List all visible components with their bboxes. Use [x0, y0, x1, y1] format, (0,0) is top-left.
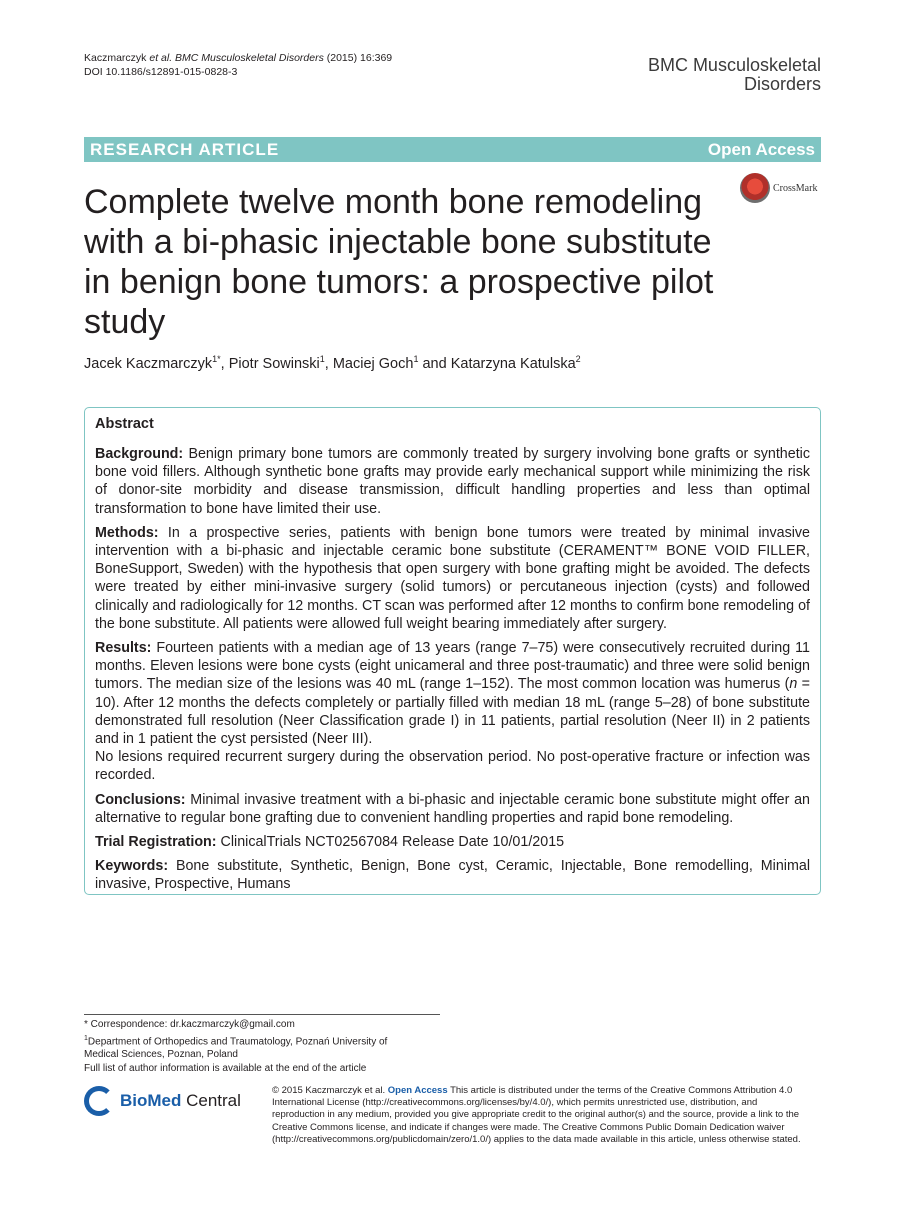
open-access-label: Open Access [707, 139, 815, 159]
author-affiliation-mark: 1 [319, 354, 325, 364]
publisher-name [120, 1091, 241, 1111]
author-affiliation-mark: 2 [575, 354, 581, 364]
keywords-text: Bone substitute, Synthetic, Benign, Bone cyst, Ceramic, Injectable, Bone remodelling, Minimal invasive, Prospective, Humans [95, 858, 810, 893]
trial-text: ClinicalTrials NCT02567084 Release Date 10/01/2015 [216, 834, 565, 851]
affiliation-line [84, 1032, 387, 1049]
journal-name-line1: BMC Musculoskeletal [647, 55, 821, 75]
author-separator: , [220, 355, 229, 372]
crossmark-badge[interactable] [740, 173, 817, 203]
affiliation-text: Department of Orthopedics and Traumatology, Poznań University of [87, 1035, 388, 1047]
license-text: This article is distributed under the terms of the Creative Commons Attribution 4.0 International License (http://creativecommons.org/licenses/by/4.0/), which permits unrestricted use, distribution, and reproduction in any medium, provided you give appropriate credit to the original author(s) and the source, provide a link to the Creative Commons license, and indicate if changes were made. The Creative Commons Public Domain Dedication waiver (http://creativecommons.org/publicdomain/zero/1.0/) applies to the data made available in this article, unless otherwise stated. [272, 1085, 801, 1145]
publisher-name-part2: Central [181, 1091, 241, 1110]
methods-text: In a prospective series, patients with benign bone tumors were treated by minimal invasive intervention with a bi-phasic and injectable ceramic bone substitute (CERAMENT™ BONE VOID FILLER, BoneSupport, Sweden) with the hypothesis that open surgery with bone grafting might be avoided. The defects were treated by either mini-invasive surgery (solid tumors) or percutaneous injection (cysts) and followed clinically and radiologically for 12 months. CT scan was performed after 12 months to confirm bone remodeling of the bone substitute. All patients were allowed full weight bearing immediately after surgery. [95, 524, 810, 632]
article-type-label: RESEARCH ARTICLE [90, 139, 280, 159]
publisher-name-part1: BioMed [120, 1091, 182, 1110]
publisher-logo[interactable] [84, 1086, 241, 1116]
crossmark-label: CrossMark [773, 182, 818, 194]
author-separator: and [418, 355, 451, 372]
author-name[interactable]: Katarzyna Katulska [450, 355, 576, 372]
abstract-keywords [95, 857, 810, 893]
author-list [84, 354, 581, 372]
abstract-background [95, 445, 810, 518]
author-name[interactable]: Piotr Sowinski [228, 355, 320, 372]
abstract-results-followup: No lesions required recurrent surgery during the observation period. No post-operative fracture or infection was recorded. [95, 749, 810, 784]
author-name[interactable]: Jacek Kaczmarczyk [84, 355, 213, 372]
abstract-results [95, 639, 810, 748]
biomed-central-logo-icon [84, 1086, 114, 1116]
results-text-continued: = 10). After 12 months the defects completely or partially filled with median 18 mL (range 5–28) of bone substitute demonstrated full resolution (Neer Classification grade I) in 11 patients, partial resolution (Neer II) in 2 patients and in 1 patient the cyst persisted (Neer III). [95, 676, 810, 748]
author-separator: , [324, 355, 333, 372]
abstract-box [84, 407, 821, 895]
citation-line [84, 51, 392, 65]
license-statement [272, 1085, 802, 1146]
background-text: Benign primary bone tumors are commonly treated by surgery involving bone grafts or synthetic bone void fillers. Although synthetic bone grafts may provide early mechanical support while minimizing the risk of donor-site morbidity and disease transmission, difficult handling properties and less than optimal transformation to bone have limited their use. [95, 446, 810, 517]
citation-volume: (2015) 16:369 [323, 52, 393, 64]
methods-label: Methods: [95, 524, 159, 541]
author-affiliation-mark: 1* [212, 354, 221, 364]
footnote-divider [84, 1014, 440, 1015]
affiliation-mark: 1 [84, 1034, 88, 1042]
citation-journal: et al. BMC Musculoskeletal Disorders [146, 52, 324, 64]
trial-label: Trial Registration: [95, 834, 217, 851]
footnotes [84, 1018, 387, 1075]
abstract-heading: Abstract [95, 416, 154, 432]
journal-name-line2: Disorders [743, 74, 821, 94]
background-label: Background: [95, 446, 184, 462]
doi-link[interactable]: DOI 10.1186/s12891-015-0828-3 [84, 66, 238, 78]
keywords-label: Keywords: [95, 858, 169, 875]
results-text: Fourteen patients with a median age of 13 years (range 7–75) were consecutively recruited during 11 months. Eleven lesions were bone cysts (eight unicameral and three post-traumatic) and three were solid benign tumors. The median size of the lesions was 40 mL (range 1–152). The most common location was humerus ( [95, 640, 810, 693]
abstract-trial-registration [95, 833, 810, 851]
conclusions-label: Conclusions: [95, 791, 186, 808]
open-access-tag: Open Access [387, 1085, 448, 1096]
citation-header [84, 51, 392, 79]
correspondence-email[interactable]: * Correspondence: dr.kaczmarczyk@gmail.com [84, 1019, 295, 1030]
author-affiliation-mark: 1 [413, 354, 419, 364]
author-info-note: Full list of author information is available at the end of the article [84, 1062, 367, 1074]
results-n-symbol: n [789, 676, 798, 693]
abstract-methods [95, 524, 810, 633]
copyright-text: © 2015 Kaczmarczyk et al. [272, 1085, 388, 1096]
affiliation-line-2: Medical Sciences, Poznan, Poland [84, 1049, 238, 1061]
abstract-conclusions [95, 791, 810, 827]
author-name[interactable]: Maciej Goch [332, 355, 414, 372]
results-label: Results: [95, 640, 152, 657]
conclusions-text: Minimal invasive treatment with a bi-phasic and injectable ceramic bone substitute might offer an alternative to regular bone grafting due to convenient handling properties and rapid bone remodeling. [95, 791, 810, 826]
crossmark-icon [740, 173, 770, 203]
article-type-banner [84, 137, 821, 162]
journal-name [648, 56, 821, 94]
citation-authors: Kaczmarczyk [84, 52, 147, 64]
article-title: Complete twelve month bone remodeling with a bi-phasic injectable bone substitute in benign bone tumors: a prospective pilot study [84, 183, 714, 341]
